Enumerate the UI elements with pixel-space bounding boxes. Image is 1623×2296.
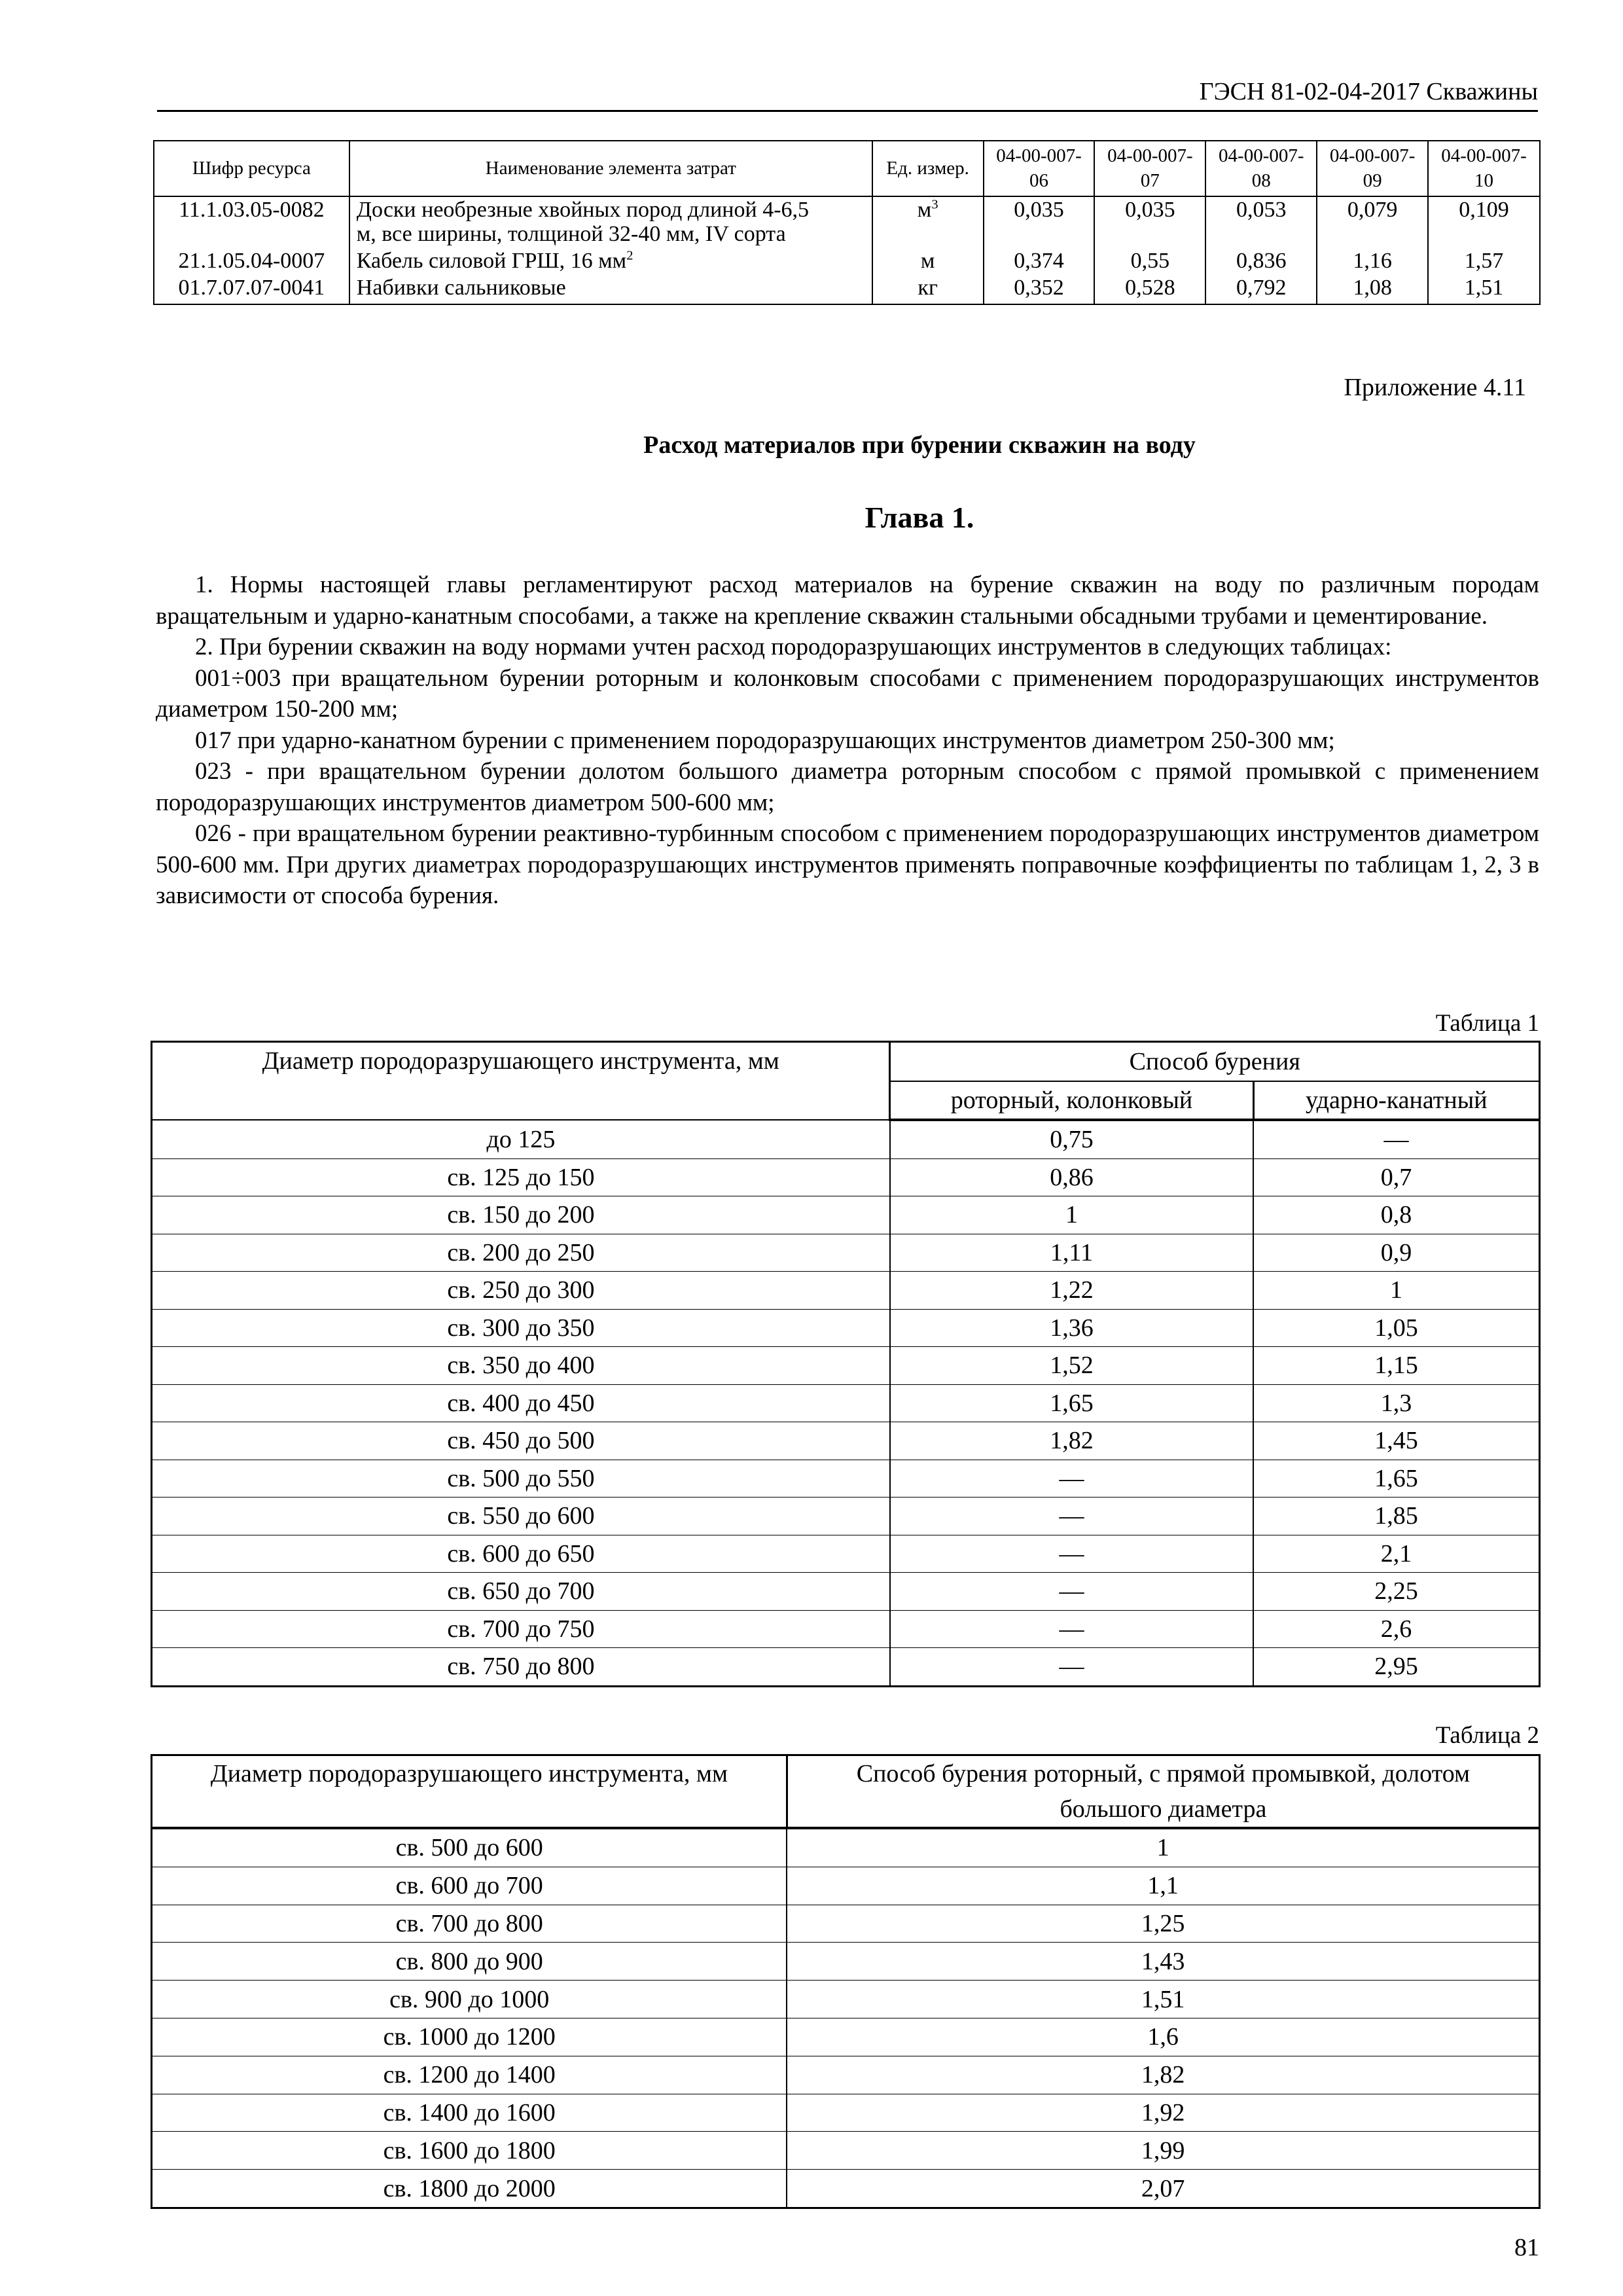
table2 [151, 1754, 1541, 2209]
diameter-range-cell: св. 700 до 750 [152, 1610, 890, 1648]
coefficient-cell: 2,6 [1253, 1610, 1539, 1648]
coefficient-cell: 1,43 [787, 1943, 1539, 1981]
norm-value: 0,035 [984, 196, 1095, 247]
coefficient-cell: 1,51 [787, 1981, 1539, 2018]
table-row [152, 1498, 1540, 1535]
diameter-range-cell: св. 600 до 650 [152, 1535, 890, 1573]
diameter-range-cell: св. 500 до 550 [152, 1460, 890, 1498]
resource-code: 11.1.03.05-0082 [154, 196, 349, 247]
table-row [152, 1867, 1540, 1905]
diameter-range-cell: св. 1200 до 1400 [152, 2056, 787, 2094]
coefficient-cell: 0,7 [1253, 1158, 1539, 1196]
appendix-label: Приложение 4.11 [1344, 374, 1526, 401]
table-row [154, 196, 1540, 247]
coefficient-cell: 1 [1253, 1272, 1539, 1310]
diameter-range-cell: св. 150 до 200 [152, 1196, 890, 1234]
coefficient-cell: 1,65 [890, 1384, 1253, 1422]
diameter-range-cell: св. 1000 до 1200 [152, 2018, 787, 2056]
coefficient-cell: 1,25 [787, 1905, 1539, 1943]
table-row [152, 1573, 1540, 1611]
diameter-range-cell: св. 125 до 150 [152, 1158, 890, 1196]
coefficient-cell: 0,86 [890, 1158, 1253, 1196]
table-row [154, 275, 1540, 305]
norm-value: 0,792 [1205, 275, 1317, 305]
resource-table-header [154, 141, 1540, 196]
table-row [152, 2018, 1540, 2056]
table-row [152, 1905, 1540, 1943]
norm-value: 0,079 [1317, 196, 1428, 247]
body-text [156, 569, 1539, 912]
table1-subheader-percussion: ударно-канатный [1253, 1081, 1539, 1120]
resource-unit: м [872, 248, 984, 275]
col-header-norm: 04-00-007-09 [1317, 141, 1428, 196]
table-row [152, 2056, 1540, 2094]
table2-header-method: Способ бурения роторный, с прямой промывкой, долотом большого диаметра [787, 1755, 1539, 1829]
table1 [151, 1041, 1541, 1687]
table-row [152, 1158, 1540, 1196]
table1-subheader-rotary: роторный, колонковый [890, 1081, 1253, 1120]
col-header-norm: 04-00-007-06 [984, 141, 1095, 196]
section-title: Расход материалов при бурении скважин на воду [643, 431, 1196, 459]
coefficient-cell: 1,52 [890, 1347, 1253, 1385]
norm-value: 0,109 [1428, 196, 1540, 247]
table-row [152, 1309, 1540, 1347]
table-row [152, 1981, 1540, 2018]
coefficient-cell: 1 [890, 1196, 1253, 1234]
resource-table [153, 140, 1541, 305]
coefficient-cell: 0,75 [890, 1120, 1253, 1158]
norm-value: 0,374 [984, 248, 1095, 275]
coefficient-cell: 2,1 [1253, 1535, 1539, 1573]
coefficient-cell: 1,36 [890, 1309, 1253, 1347]
diameter-range-cell: св. 350 до 400 [152, 1347, 890, 1385]
diameter-range-cell: св. 550 до 600 [152, 1498, 890, 1535]
diameter-range-cell: св. 1400 до 1600 [152, 2094, 787, 2132]
coefficient-cell: 1,45 [1253, 1422, 1539, 1460]
coefficient-cell: 1,05 [1253, 1309, 1539, 1347]
coefficient-cell: 1,82 [890, 1422, 1253, 1460]
paragraph: 2. При бурении скважин на воду нормами учтен расход породоразрушающих инструментов в следующих таблицах: [195, 634, 1392, 660]
coefficient-cell: 1,82 [787, 2056, 1539, 2094]
diameter-range-cell: св. 800 до 900 [152, 1943, 787, 1981]
table-row [152, 2094, 1540, 2132]
resource-name: Набивки сальниковые [349, 275, 872, 305]
coefficient-cell: — [1253, 1120, 1539, 1158]
coefficient-cell: 1,85 [1253, 1498, 1539, 1535]
table-row [152, 1535, 1540, 1573]
norm-value: 0,352 [984, 275, 1095, 305]
table1-header-diameter: Диаметр породоразрушающего инструмента, мм [152, 1042, 890, 1121]
coefficient-cell: — [890, 1610, 1253, 1648]
resource-code: 01.7.07.07-0041 [154, 275, 349, 305]
coefficient-cell: — [890, 1498, 1253, 1535]
diameter-range-cell: св. 700 до 800 [152, 1905, 787, 1943]
coefficient-cell: 2,25 [1253, 1573, 1539, 1611]
diameter-range-cell: св. 650 до 700 [152, 1573, 890, 1611]
col-header-norm: 04-00-007-10 [1428, 141, 1540, 196]
table-row [152, 1648, 1540, 1687]
table1-header-method: Способ бурения [890, 1042, 1540, 1082]
coefficient-cell: — [890, 1573, 1253, 1611]
coefficient-cell: 0,8 [1253, 1196, 1539, 1234]
coefficient-cell: 1,22 [890, 1272, 1253, 1310]
diameter-range-cell: св. 250 до 300 [152, 1272, 890, 1310]
diameter-range-cell: до 125 [152, 1120, 890, 1158]
coefficient-cell: 1 [787, 1828, 1539, 1867]
coefficient-cell: 1,1 [787, 1867, 1539, 1905]
col-header-name: Наименование элемента затрат [349, 141, 872, 196]
diameter-range-cell: св. 450 до 500 [152, 1422, 890, 1460]
paragraph: 023 - при вращательном бурении долотом большого диаметра роторным способом с прямой промывкой с применением породоразрушающих инструментов диаметром 500-600 мм; [156, 758, 1539, 816]
norm-value: 1,16 [1317, 248, 1428, 275]
diameter-range-cell: св. 750 до 800 [152, 1648, 890, 1687]
chapter-title: Глава 1. [865, 501, 974, 534]
diameter-range-cell: св. 400 до 450 [152, 1384, 890, 1422]
coefficient-cell: 1,3 [1253, 1384, 1539, 1422]
col-header-norm: 04-00-007-08 [1205, 141, 1317, 196]
coefficient-cell: 1,99 [787, 2132, 1539, 2170]
table-row [152, 1347, 1540, 1385]
norm-value: 0,053 [1205, 196, 1317, 247]
table-row [152, 1460, 1540, 1498]
table-row [152, 1422, 1540, 1460]
paragraph: 026 - при вращательном бурении реактивно-турбинным способом с применением породоразрушающих инструментов диаметром 500-600 мм. При других диаметрах породоразрушающих инструментов применять поправочные коэффициенты по таблицам 1, 2, 3 в зависимости от способа бурения. [156, 820, 1539, 909]
table-row [152, 1120, 1540, 1158]
coefficient-cell: 1,92 [787, 2094, 1539, 2132]
diameter-range-cell: св. 600 до 700 [152, 1867, 787, 1905]
coefficient-cell: — [890, 1535, 1253, 1573]
diameter-range-cell: св. 900 до 1000 [152, 1981, 787, 2018]
col-header-unit: Ед. измер. [872, 141, 984, 196]
page-number: 81 [1514, 2234, 1539, 2261]
norm-value: 1,08 [1317, 275, 1428, 305]
norm-value: 0,836 [1205, 248, 1317, 275]
table-row [152, 1943, 1540, 1981]
resource-code: 21.1.05.04-0007 [154, 248, 349, 275]
diameter-range-cell: св. 300 до 350 [152, 1309, 890, 1347]
paragraph: 001÷003 при вращательном бурении роторным и колонковым способами с применением породоразрушающих инструментов диаметром 150-200 мм; [156, 664, 1539, 723]
norm-value: 0,55 [1094, 248, 1205, 275]
coefficient-cell: 2,95 [1253, 1648, 1539, 1687]
norm-value: 1,51 [1428, 275, 1540, 305]
resource-unit: $м^3$ [872, 196, 984, 247]
diameter-range-cell: св. 1600 до 1800 [152, 2132, 787, 2170]
table2-caption: Таблица 2 [1435, 1722, 1539, 1749]
header-title: ГЭСН 81-02-04-2017 Скважины [1199, 78, 1538, 105]
paragraph: 017 при ударно-канатном бурении с применением породоразрушающих инструментов диаметром 250-300 мм; [195, 726, 1335, 754]
table-row [152, 1384, 1540, 1422]
table-row [152, 2132, 1540, 2170]
coefficient-cell: 0,9 [1253, 1234, 1539, 1272]
table-row [152, 2170, 1540, 2208]
coefficient-cell: 2,07 [787, 2170, 1539, 2208]
norm-value: 0,035 [1094, 196, 1205, 247]
coefficient-cell: 1,11 [890, 1234, 1253, 1272]
coefficient-cell: — [890, 1648, 1253, 1687]
norm-value: 1,57 [1428, 248, 1540, 275]
resource-unit: кг [872, 275, 984, 305]
table-row [152, 1828, 1540, 1867]
col-header-norm: 04-00-007-07 [1094, 141, 1205, 196]
diameter-range-cell: св. 1800 до 2000 [152, 2170, 787, 2208]
table-row [152, 1234, 1540, 1272]
table-row [154, 248, 1540, 275]
coefficient-cell: 1,65 [1253, 1460, 1539, 1498]
page-header [157, 71, 1538, 112]
table-row [152, 1610, 1540, 1648]
resource-name: Доски необрезные хвойных пород длиной 4-6,5 м, все ширины, толщиной 32-40 мм, IV сорта [349, 196, 872, 247]
table1-caption: Таблица 1 [1435, 1010, 1539, 1037]
coefficient-cell: 1,15 [1253, 1347, 1539, 1385]
resource-name: Кабель силовой ГРШ, 16 $мм^2$ [349, 248, 872, 275]
diameter-range-cell: св. 500 до 600 [152, 1828, 787, 1867]
coefficient-cell: — [890, 1460, 1253, 1498]
norm-value: 0,528 [1094, 275, 1205, 305]
paragraph: 1. Нормы настоящей главы регламентируют расход материалов на бурение скважин на воду по различным породам вращательным и ударно-канатным способами, а также на крепление скважин стальными обсадными трубами и цементирование. [156, 571, 1539, 630]
col-header-code: Шифр ресурса [154, 141, 349, 196]
coefficient-cell: 1,6 [787, 2018, 1539, 2056]
table-row [152, 1196, 1540, 1234]
table2-header-diameter: Диаметр породоразрушающего инструмента, мм [152, 1755, 787, 1829]
diameter-range-cell: св. 200 до 250 [152, 1234, 890, 1272]
table-row [152, 1272, 1540, 1310]
